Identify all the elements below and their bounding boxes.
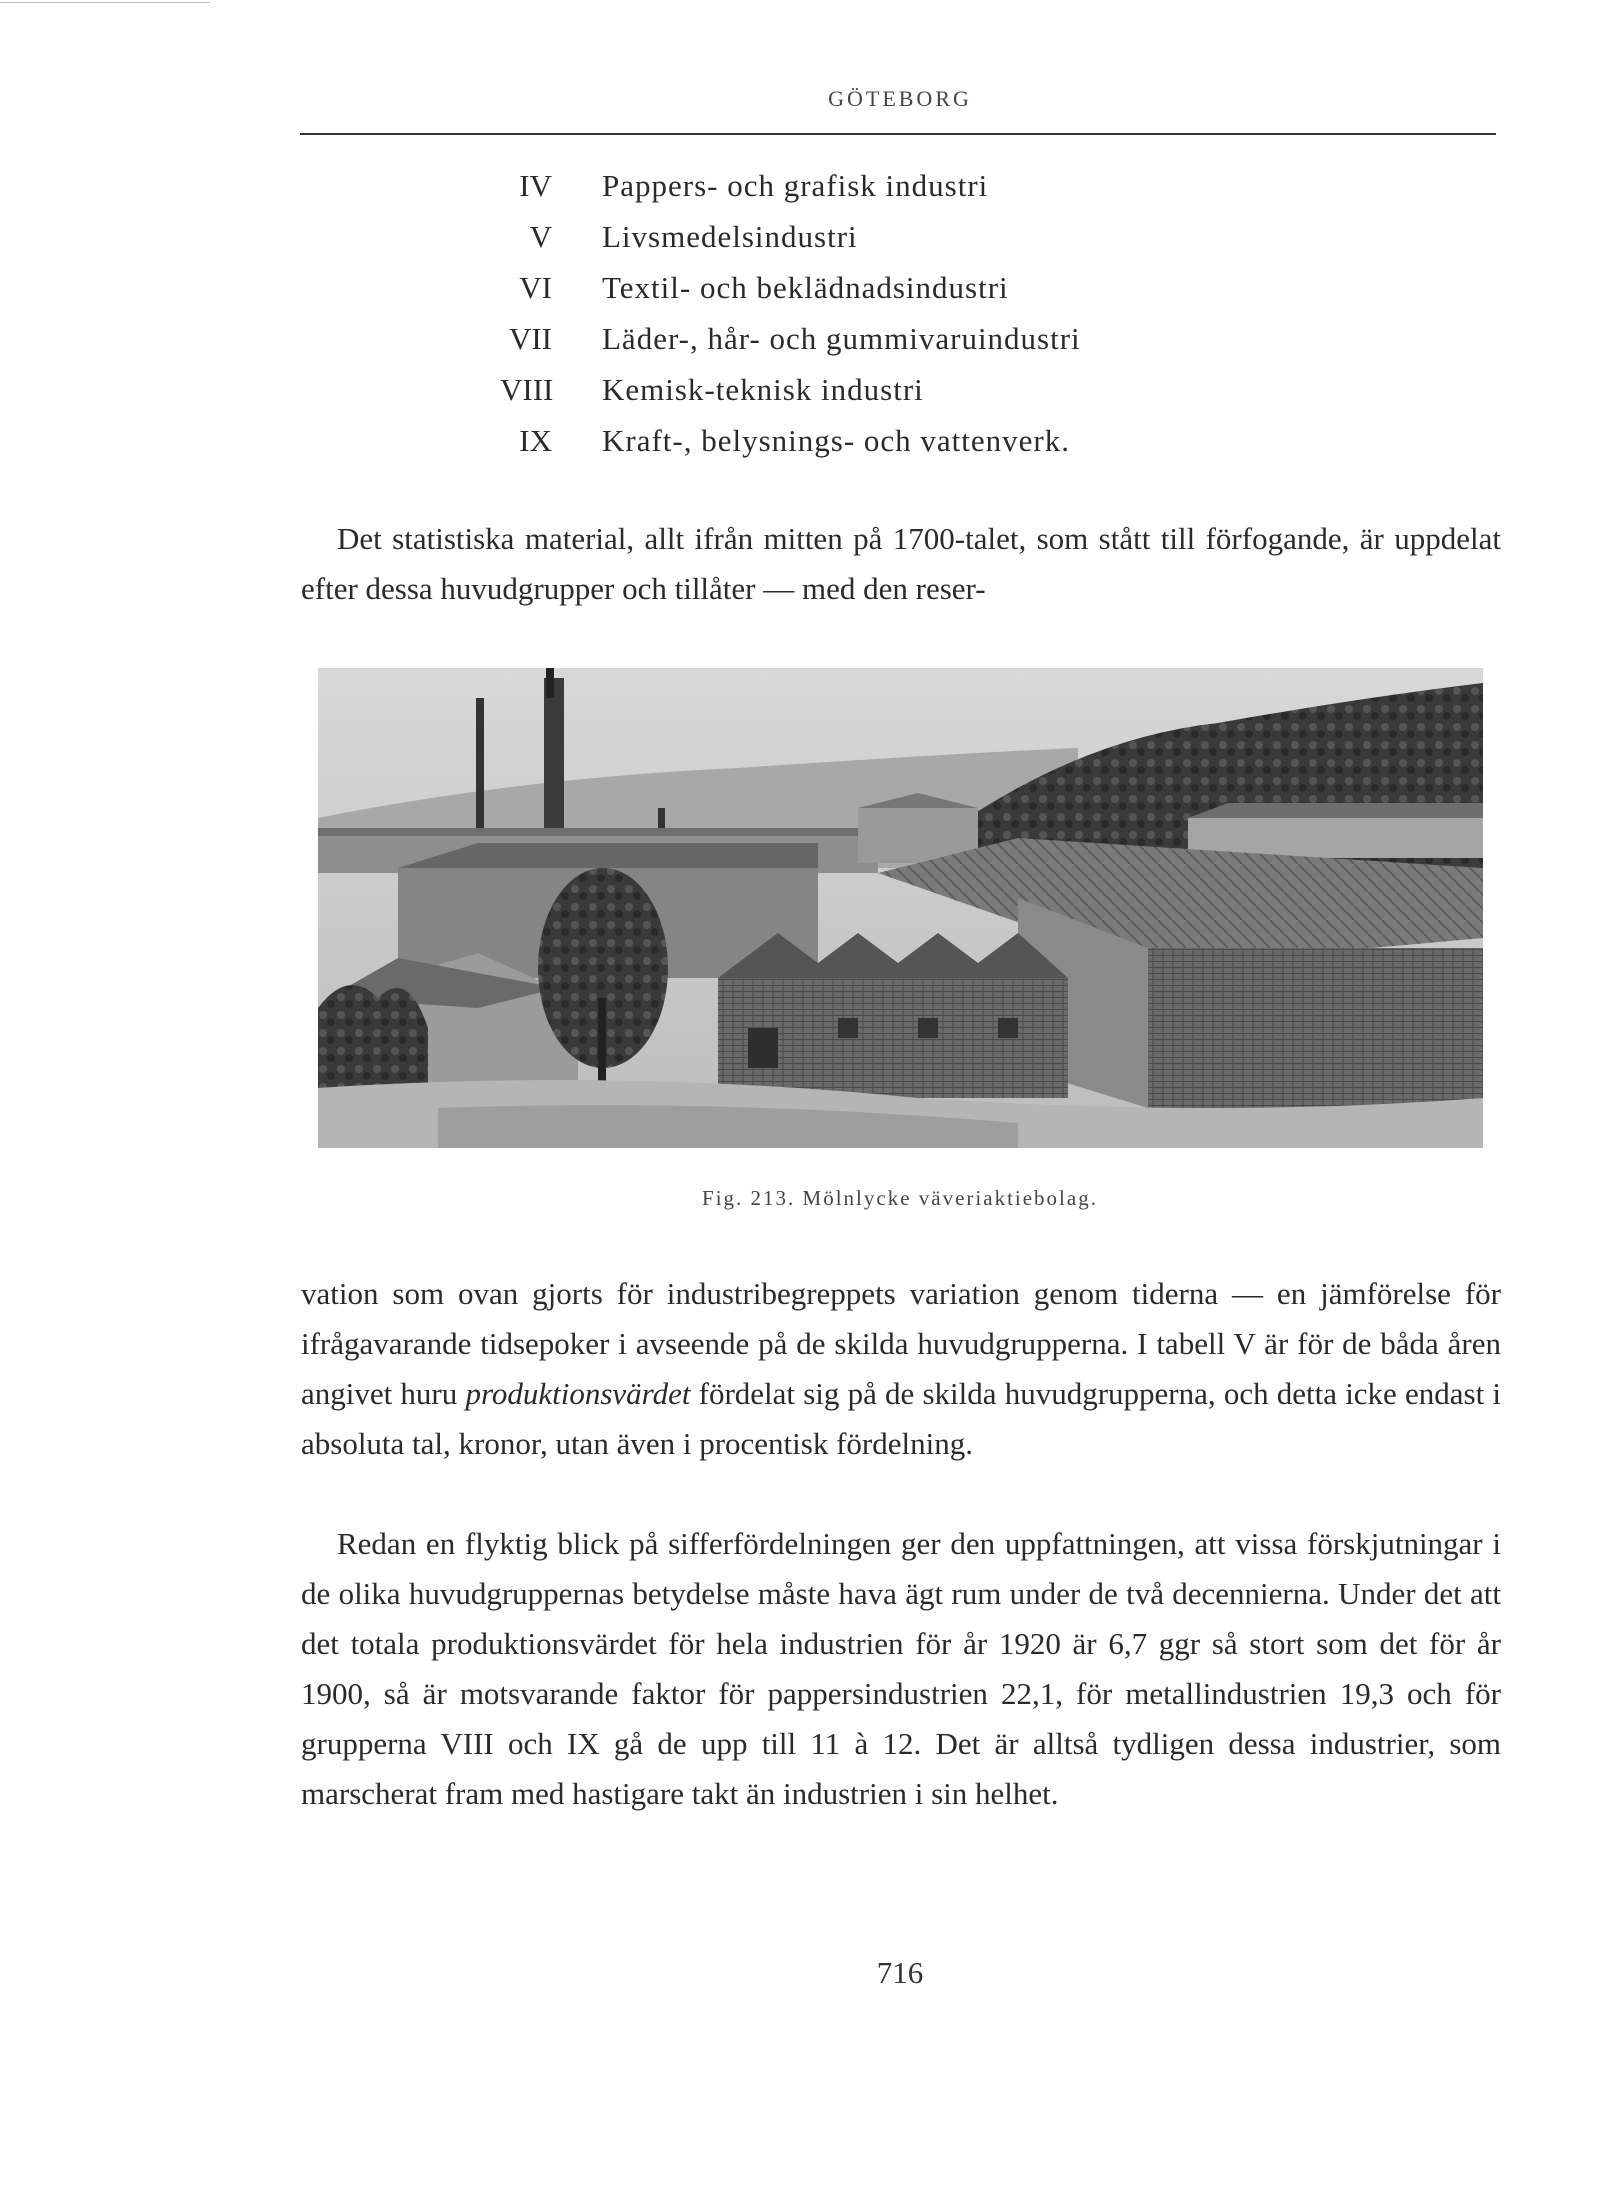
group-number: IV bbox=[519, 168, 552, 203]
factory-photograph bbox=[318, 668, 1483, 1148]
page-edge-line bbox=[0, 2, 210, 3]
list-item bbox=[500, 313, 1081, 364]
group-number: VIII bbox=[500, 372, 554, 407]
paragraph-intro: Det statistiska material, allt ifrån mitten på 1700-talet, som stått till förfogande, är uppdelat efter dessa huvudgrupper och tillåter — med den reser- bbox=[301, 521, 1501, 606]
paragraph-text: vation som ovan gjorts för industribegreppets variation genom tiderna — en jämförelse för ifrågavarande tidsepoker i avseende på de skilda huvudgrupperna. I tabell V är för de båda åren angivet huru bbox=[301, 1276, 1501, 1411]
list-item bbox=[500, 211, 1081, 262]
paragraph-comparison bbox=[301, 1269, 1501, 1469]
list-item bbox=[500, 160, 1081, 211]
industry-group-list bbox=[500, 160, 1081, 466]
paragraph-analysis: Redan en flyktig blick på sifferfördelningen ger den uppfattningen, att vissa förskjutningar i de olika huvudgruppernas betydelse måste hava ägt rum under de två decennierna. Under det att det totala produktionsvärdet för hela industrien för år 1920 är 6,7 ggr så stort som det för år 1900, så är motsvarande faktor för pappersindustrien 22,1, för metallindustrien 19,3 och för grupperna VIII och IX gå de upp till 11 à 12. Det är alltså tydligen dessa industrier, som marscherat fram med hastigare takt än industrien i sin helhet. bbox=[301, 1526, 1501, 1811]
group-name: Textil- och beklädnadsindustri bbox=[602, 270, 1009, 305]
paragraph-text: fördelat sig på de skilda huvudgrupperna, och detta icke endast i absoluta tal, kronor, utan även i procentisk fördelning. bbox=[301, 1376, 1501, 1461]
group-number: VI bbox=[519, 270, 552, 305]
header-rule bbox=[300, 133, 1496, 135]
group-name: Livsmedelsindustri bbox=[602, 219, 858, 254]
group-number: IX bbox=[519, 423, 552, 458]
figure-caption: Fig. 213. Mölnlycke väveriaktiebolag. bbox=[702, 1186, 1098, 1210]
group-number: VII bbox=[508, 321, 552, 356]
list-item bbox=[500, 364, 1081, 415]
group-number: V bbox=[529, 219, 552, 254]
list-item bbox=[500, 262, 1081, 313]
emphasized-term: produktionsvärdet bbox=[465, 1376, 691, 1411]
group-name: Kraft-, belysnings- och vattenverk. bbox=[602, 423, 1071, 458]
list-item bbox=[500, 415, 1081, 466]
group-name: Pappers- och grafisk industri bbox=[602, 168, 989, 203]
page-number: 716 bbox=[876, 1955, 924, 1990]
group-name: Läder-, hår- och gummivaruindustri bbox=[602, 321, 1081, 356]
group-name: Kemisk-teknisk industri bbox=[602, 372, 924, 407]
factory-photo-illustration bbox=[318, 668, 1483, 1148]
running-head: GÖTEBORG bbox=[828, 86, 972, 111]
